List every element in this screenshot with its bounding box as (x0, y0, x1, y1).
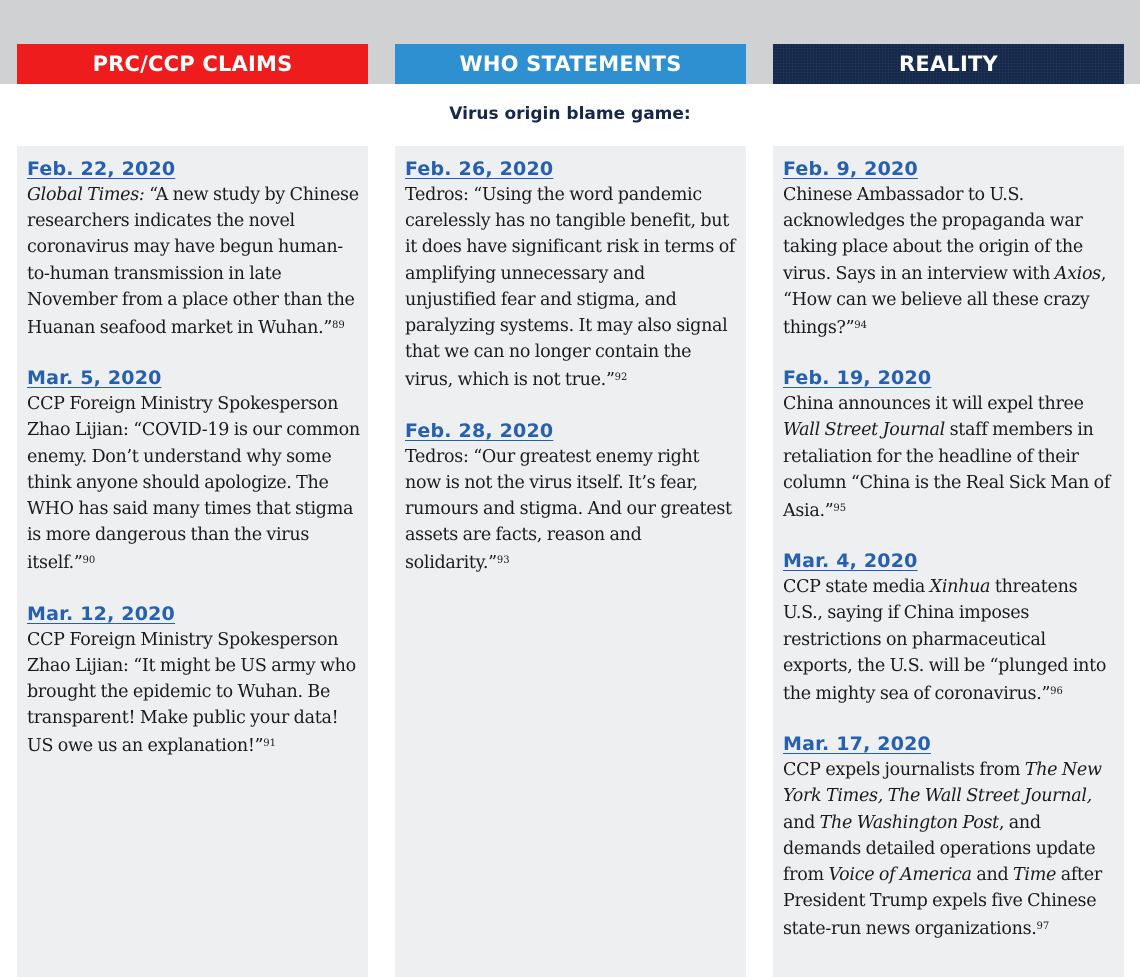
reality-entry (783, 731, 1116, 942)
who-entry (405, 156, 738, 394)
footnote-ref: 91 (263, 738, 276, 750)
entry-text: Global Times: “A new study by Chinese researchers indicates the novel coronavirus may have begun human-to-human transmission in late November from a place other than the Huanan seafood market in Wuhan.”$^{89}$ (27, 185, 359, 339)
footnote-ref: 89 (332, 320, 345, 332)
entry-text: Chinese Ambassador to U.S. acknowledges the propaganda war taking place about the origin of the virus. Says in an interview with Axios, “How can we believe all these crazy things?”$^{94}$ (783, 185, 1107, 339)
who-column (395, 146, 746, 977)
reality-entry (783, 365, 1116, 524)
entry-text: Tedros: “Using the word pandemic carelessly has no tangible benefit, but it does have significant risk in terms of amplifying unnecessary and unjustified fear and stigma, and paralyzing systems. It may also signal that we can no longer contain the virus, which is not true.”$^{92}$ (405, 185, 736, 391)
header-reality: REALITY (773, 44, 1124, 84)
entry-date: Feb. 9, 2020 (783, 158, 918, 180)
entry-text: China announces it will expel three Wall Street Journal staff members in retaliation for the headline of their column “China is the Real Sick Man of Asia.”$^{95}$ (783, 394, 1111, 522)
claim-entry (27, 365, 360, 576)
claim-entry (27, 156, 360, 341)
entry-text: CCP state media Xinhua threatens U.S., saying if China imposes restrictions on pharmaceutical exports, the U.S. will be “plunged into the mighty sea of coronavirus.”$^{96}$ (783, 577, 1107, 705)
entry-text: CCP expels journalists from The New York Times, The Wall Street Journal, and The Washington Post, and demands detailed operations update from Voice of America and Time after President Trump expels five Chinese state-run news organizations.$^{97}$ (783, 760, 1102, 940)
footnote-ref: 96 (1050, 686, 1063, 698)
footnote-ref: 94 (854, 320, 868, 332)
header-prc-ccp-claims: PRC/CCP CLAIMS (17, 44, 368, 84)
entry-date: Feb. 19, 2020 (783, 367, 932, 390)
reality-entry (783, 156, 1116, 341)
entry-text: CCP Foreign Ministry Spokesperson Zhao Lijian: “COVID-19 is our common enemy. Don’t understand why some think anyone should apologize. The WHO has said many times that stigma is more dangerous than the virus itself.”$^{90}$ (27, 394, 360, 574)
footnote-ref: 92 (614, 372, 628, 384)
footnote-ref: 95 (833, 503, 847, 515)
entry-date: Mar. 17, 2020 (783, 733, 931, 756)
entry-text: Tedros: “Our greatest enemy right now is not the virus itself. It’s fear, rumours and stigma. And our greatest assets are facts, reason and solidarity.”$^{93}$ (405, 446, 732, 574)
footnote-ref: 97 (1036, 921, 1050, 933)
section-subtitle: Virus origin blame game: (449, 104, 691, 124)
header-who-statements: WHO STATEMENTS (395, 44, 746, 84)
footnote-ref: 90 (82, 555, 96, 567)
entry-date: Feb. 22, 2020 (27, 158, 176, 180)
entry-date: Feb. 28, 2020 (405, 419, 554, 442)
entry-date: Mar. 5, 2020 (27, 367, 162, 390)
who-entry (405, 418, 738, 577)
reality-entry (783, 548, 1116, 707)
entry-date: Mar. 12, 2020 (27, 602, 175, 625)
source-name: Global Times: (27, 185, 145, 205)
entry-date: Mar. 4, 2020 (783, 550, 918, 573)
claims-column (17, 146, 368, 977)
entry-date: Feb. 26, 2020 (405, 158, 554, 180)
reality-column (773, 146, 1124, 977)
entry-text: CCP Foreign Ministry Spokesperson Zhao Lijian: “It might be US army who brought the epidemic to Wuhan. Be transparent! Make public your data! US owe us an explanation!”$^{91}$ (27, 629, 356, 757)
footnote-ref: 93 (496, 555, 510, 567)
claim-entry (27, 601, 360, 760)
